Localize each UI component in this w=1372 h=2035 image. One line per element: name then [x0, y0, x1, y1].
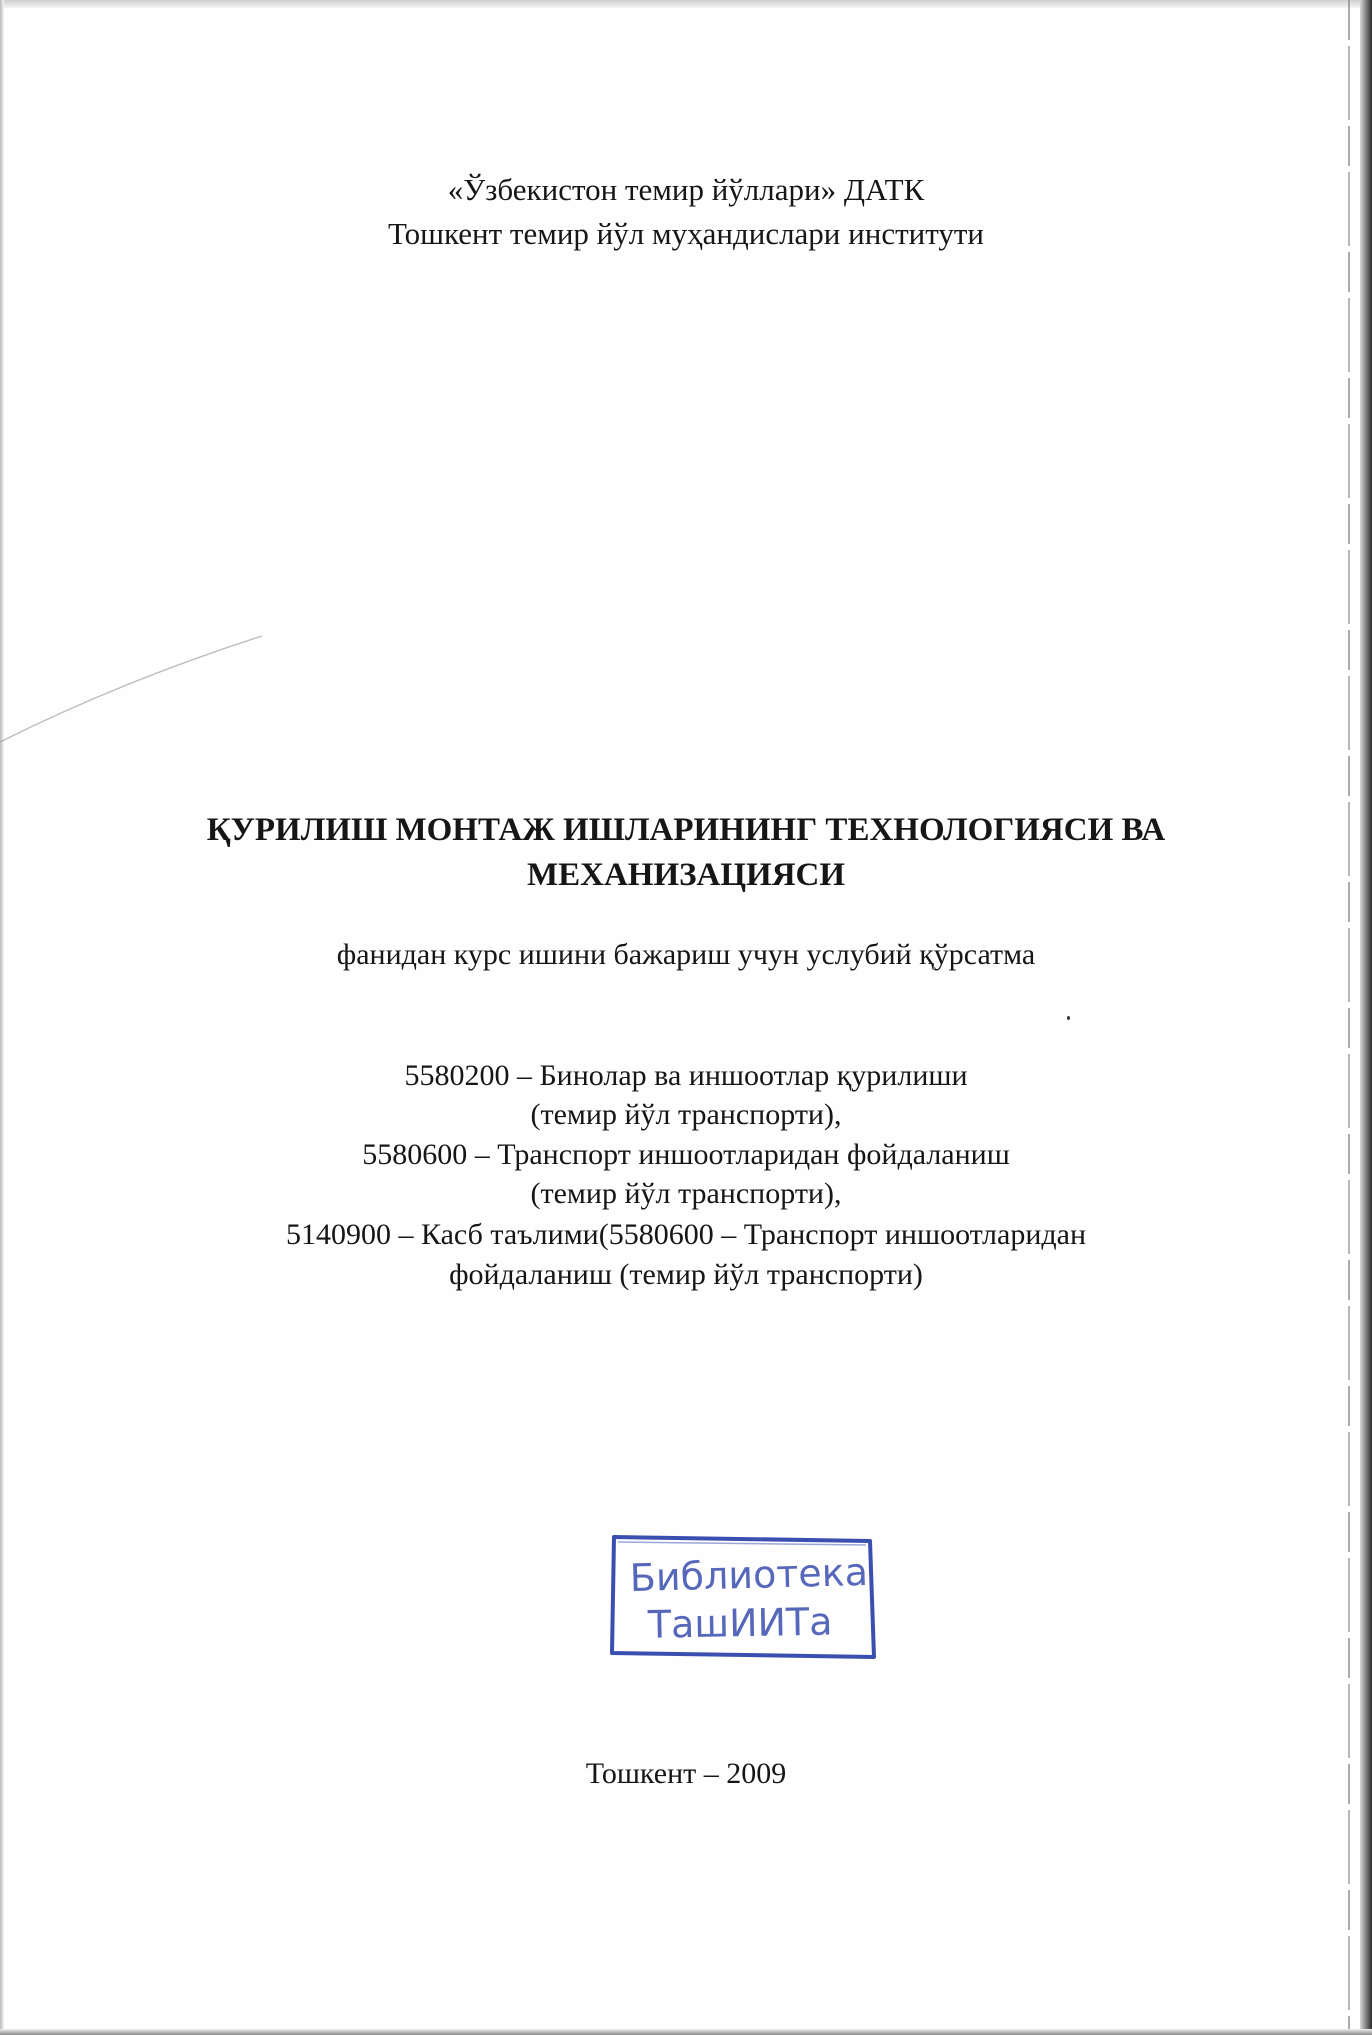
document-title-line-2: МЕХАНИЗАЦИЯСИ	[526, 857, 846, 893]
institute-name: Тошкент темир йўл муҳандислари институти	[388, 216, 984, 251]
scan-edge-right	[1360, 0, 1372, 2035]
scan-speck	[1067, 1016, 1070, 1020]
scan-edge-left	[0, 0, 4, 2035]
specialty-line: 5580600 – Транспорт иншоотларидан фойдаланиш	[362, 1138, 1010, 1171]
library-stamp	[608, 1533, 878, 1661]
stamp-text-line-2: ТашИИТа	[647, 1599, 833, 1647]
scan-edge-right-line	[1348, 0, 1350, 2035]
scan-edge-bottom	[0, 2029, 1372, 2035]
specialty-line: 5140900 – Касб таълими(5580600 – Транспорт иншоотларидан	[285, 1218, 1087, 1251]
specialty-line: (темир йўл транспорти),	[530, 1177, 842, 1210]
specialty-line: фойдаланиш (темир йўл транспорти)	[449, 1258, 923, 1291]
document-title-line-1: ҚУРИЛИШ МОНТАЖ ИШЛАРИНИНГ ТЕХНОЛОГИЯСИ ВА	[206, 812, 1166, 848]
specialty-line: (темир йўл транспорти),	[530, 1098, 842, 1131]
document-subtitle: фанидан курс ишини бажариш учун услубий қўрсатма	[336, 938, 1036, 971]
specialty-line: 5580200 – Бинолар ва иншоотлар қурилиши	[404, 1059, 968, 1092]
organization-name: «Ўзбекистон темир йўллари» ДАТК	[447, 172, 925, 207]
city-and-year: Тошкент – 2009	[585, 1757, 787, 1790]
stamp-text-line-1: Библиотека	[629, 1549, 869, 1601]
scan-edge-top	[0, 0, 1372, 8]
